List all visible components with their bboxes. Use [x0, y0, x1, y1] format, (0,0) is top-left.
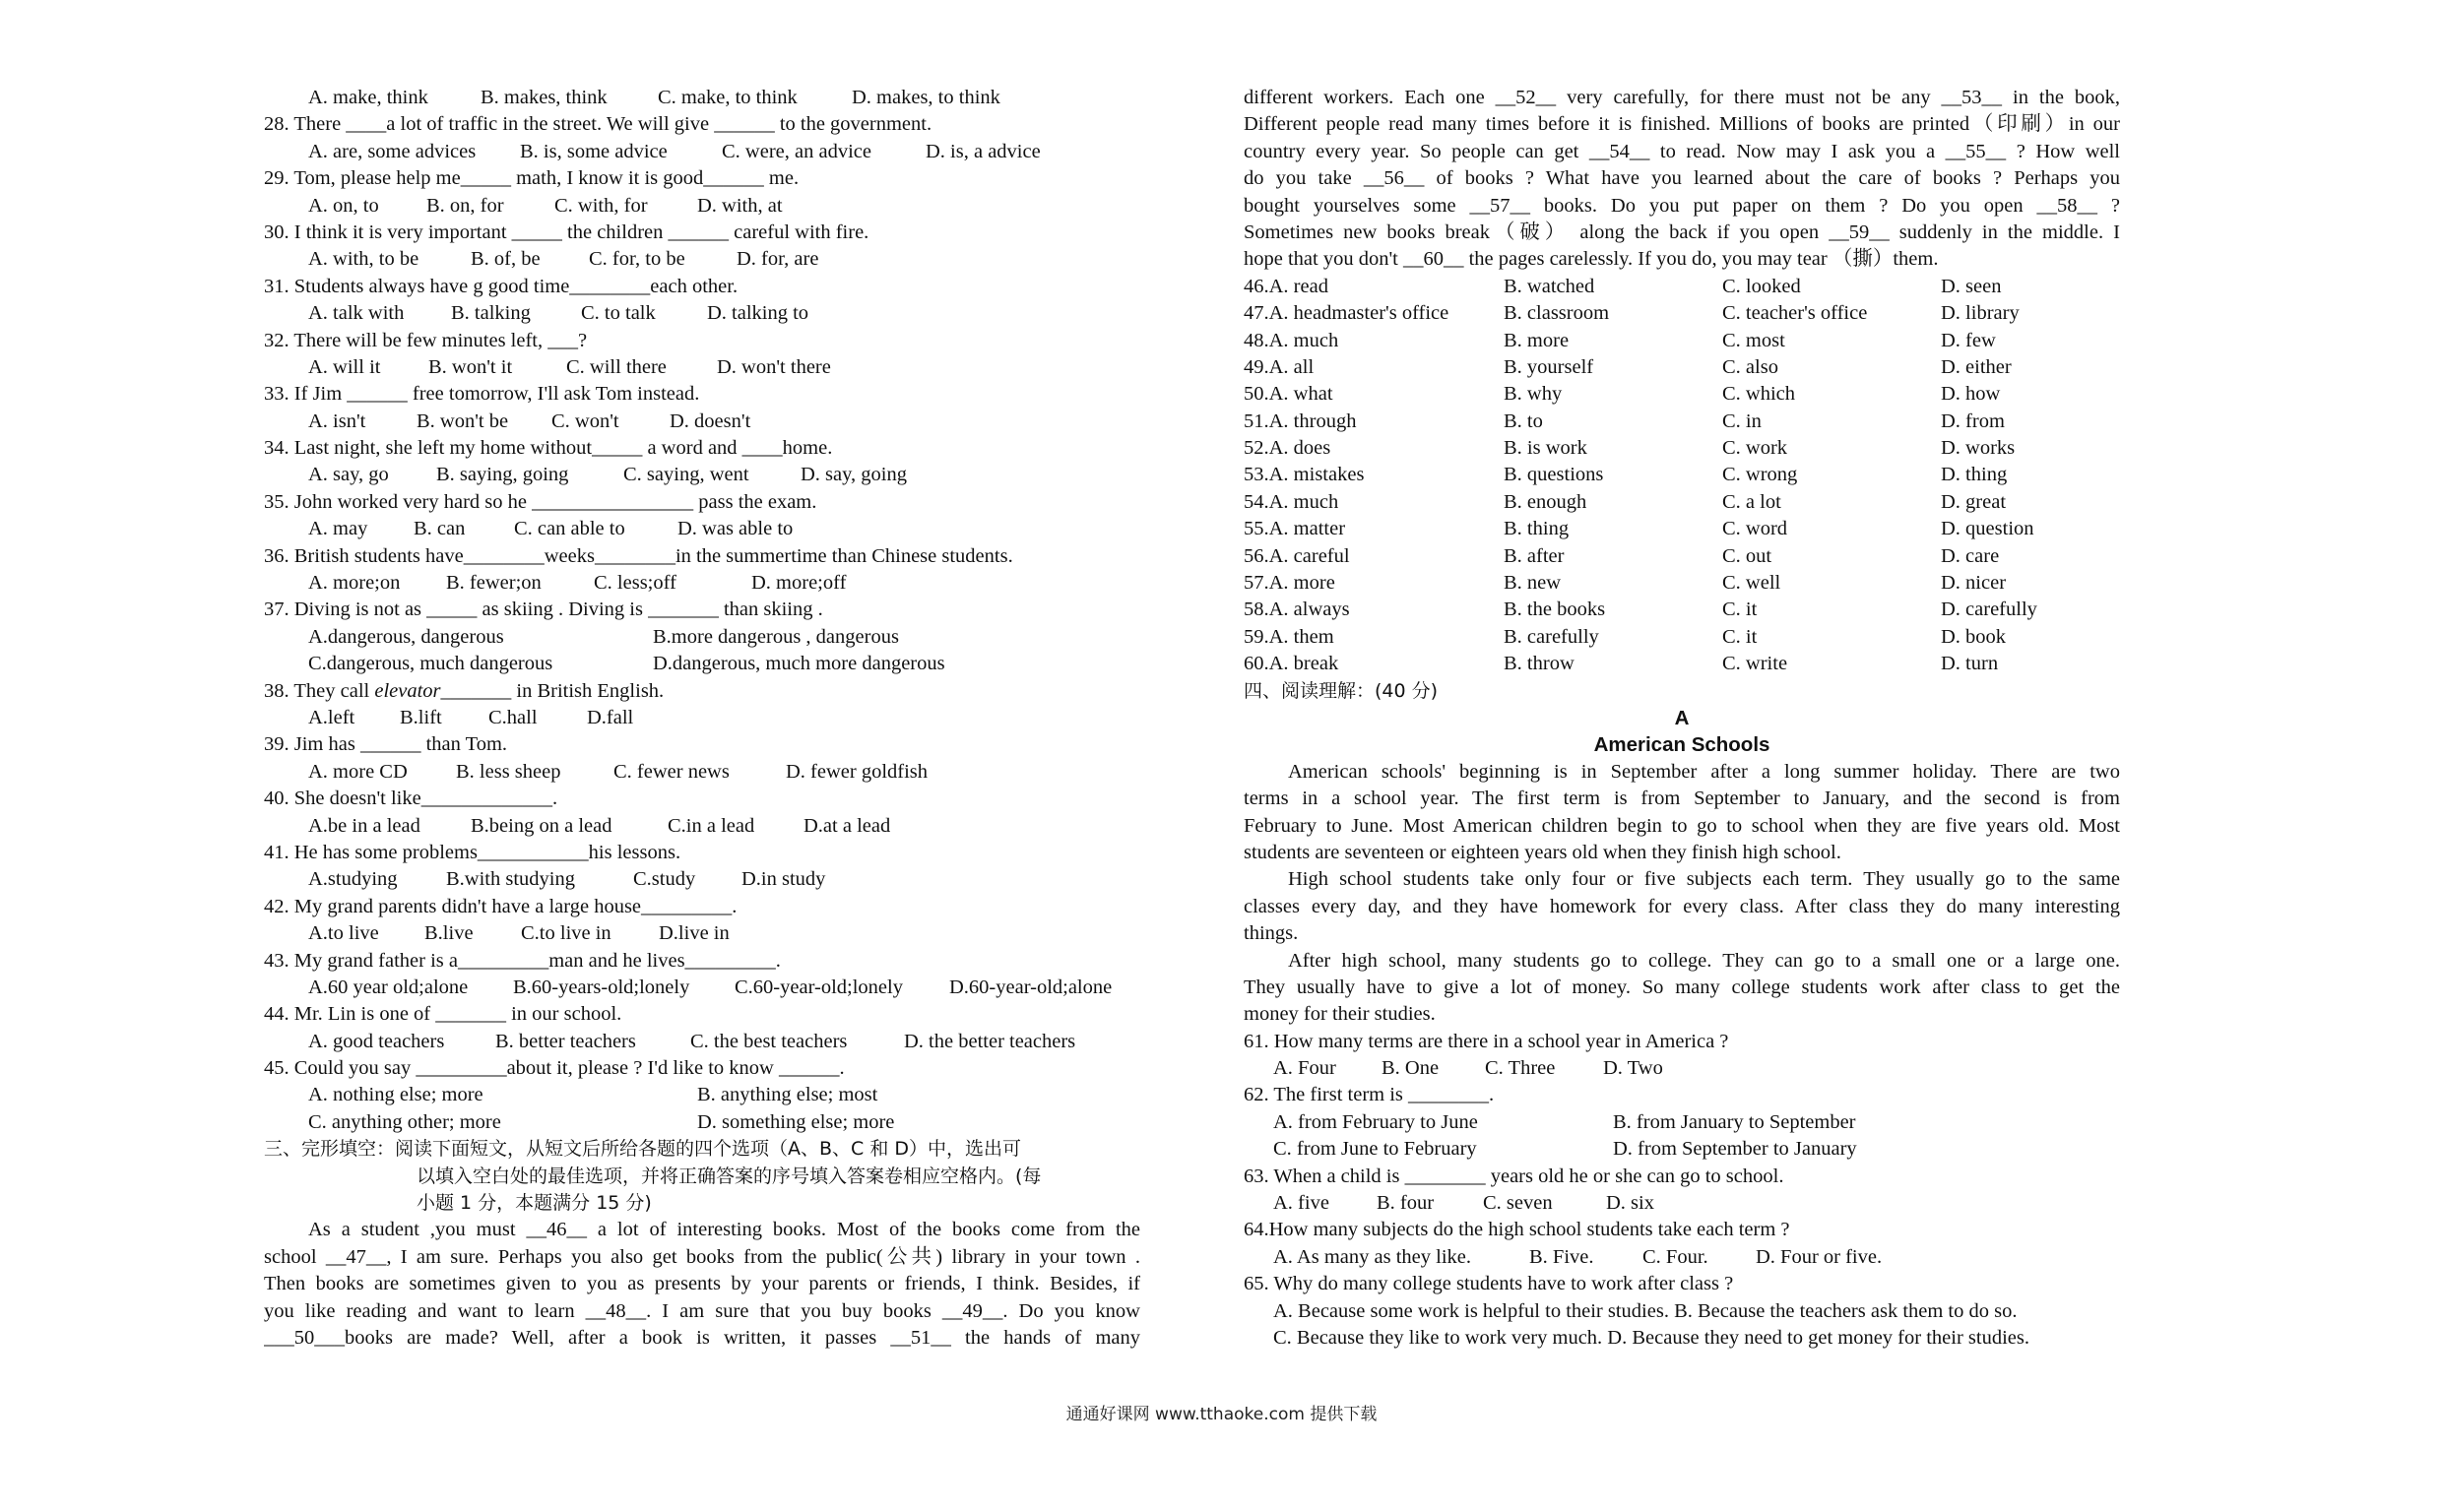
question-31: 31. Students always have g good time________each other.	[264, 275, 739, 297]
option: B. won't be	[417, 410, 509, 432]
option: A. will it	[308, 355, 381, 378]
option-cell: B. enough	[1504, 490, 1587, 513]
option: B.being on a lead	[471, 814, 612, 837]
passage-text: American schools' beginning is in September after a long summer holiday. There are two	[1288, 760, 2120, 783]
option: D. the better teachers	[904, 1030, 1076, 1052]
option-cell: B. watched	[1504, 275, 1595, 297]
option-cell: D. seen	[1941, 275, 2002, 297]
option-cell: C. wrong	[1722, 464, 1798, 486]
cloze-line	[264, 1217, 1140, 1243]
passage-line: money for their studies.	[1244, 1003, 1436, 1026]
option-cell: 48.A. much	[1244, 329, 1339, 351]
option-cell: B. yourself	[1504, 355, 1594, 378]
option: B.60-years-old;lonely	[513, 976, 690, 998]
option: A. Four	[1273, 1057, 1336, 1080]
option: B. fewer;on	[446, 572, 542, 595]
option-cell: C. well	[1722, 572, 1781, 595]
question-61: 61. How many terms are there in a school year in America ?	[1244, 1030, 1729, 1052]
option: D.at a lead	[804, 814, 891, 837]
option: D. with, at	[697, 194, 783, 217]
option: A.studying	[308, 868, 398, 891]
q31-options	[264, 300, 1140, 327]
option: A. isn't	[308, 410, 366, 432]
option: D. for, are	[737, 248, 819, 271]
cloze-text: Sometimes new books break（破） along the back if you open __59__ suddenly in the middle. I	[1244, 220, 2120, 243]
q27-options	[264, 85, 1140, 111]
q40-options	[264, 813, 1140, 840]
option-cell: C. in	[1722, 410, 1762, 432]
cloze-line	[264, 1271, 1140, 1297]
option: A. with, to be	[308, 248, 419, 271]
option: B. less sheep	[456, 760, 561, 783]
option: C.in a lead	[668, 814, 755, 837]
cloze-options-table	[1244, 274, 2120, 678]
option: C. to talk	[581, 302, 656, 325]
question-33: 33. If Jim ______ free tomorrow, I'll ask Tom instead.	[264, 383, 700, 406]
q44-options	[264, 1029, 1140, 1055]
option: B. talking	[451, 302, 531, 325]
option: D. doesn't	[670, 410, 751, 432]
option-cell: B. questions	[1504, 464, 1604, 486]
right-column	[1244, 85, 2120, 1352]
option-cell: 58.A. always	[1244, 598, 1350, 621]
question-36: 36. British students have________weeks________in the summertime than Chinese students.	[264, 544, 1013, 567]
option-cell: B. more	[1504, 329, 1570, 351]
question-38	[264, 678, 1140, 705]
option: A. on, to	[308, 194, 379, 217]
option: A. five	[1273, 1192, 1329, 1215]
option: C. saying, went	[623, 464, 749, 486]
question-40: 40. She doesn't like_____________.	[264, 788, 558, 810]
option: C. with, for	[554, 194, 648, 217]
cloze-text: school __47__, I am sure. Perhaps you also get books from the public(公共) library in your town .	[264, 1245, 1140, 1268]
question-text: _______ in British English.	[440, 679, 665, 702]
option-cell: 60.A. break	[1244, 653, 1339, 675]
passage-line	[1244, 975, 2120, 1001]
q30-options	[264, 246, 1140, 273]
option: D.fall	[587, 706, 634, 728]
option: D. six	[1606, 1192, 1654, 1215]
q42-options	[264, 920, 1140, 947]
option: C.dangerous, much dangerous	[308, 653, 553, 675]
question-63: 63. When a child is ________ years old he or she can go to school.	[1244, 1165, 1784, 1187]
option-cell: D. turn	[1941, 653, 1999, 675]
passage-line: students are seventeen or eighteen years old when they finish high school.	[1244, 841, 1841, 863]
option-cell: C. which	[1722, 383, 1796, 406]
option: B. four	[1377, 1192, 1435, 1215]
passage-text: They usually have to give a lot of money. So many college students work after class to get the	[1244, 976, 2120, 998]
option: C. Three	[1485, 1057, 1556, 1080]
option: C. the best teachers	[690, 1030, 848, 1052]
cloze-line	[1244, 85, 2120, 111]
question-30: 30. I think it is very important _____ the children ______ careful with fire.	[264, 220, 869, 243]
option-cell: C. out	[1722, 544, 1772, 567]
option-cell: B. classroom	[1504, 302, 1610, 325]
q37-options-row2	[264, 651, 1140, 677]
q34-options	[264, 462, 1140, 488]
q28-options	[264, 139, 1140, 165]
option-cell: B. carefully	[1504, 625, 1599, 648]
cloze-text: bought yourselves some __57__ books. Do you put paper on them ? Do you open __58__ ?	[1244, 194, 2120, 217]
option-cell: 49.A. all	[1244, 355, 1315, 378]
option-cell: D. nicer	[1941, 572, 2007, 595]
option: C. from June to February	[1273, 1138, 1477, 1161]
cloze-line	[264, 1244, 1140, 1271]
option-cell: C. also	[1722, 355, 1778, 378]
question-39: 39. Jim has ______ than Tom.	[264, 733, 508, 756]
option: C. seven	[1483, 1192, 1553, 1215]
option: C.60-year-old;lonely	[735, 976, 903, 998]
cloze-line	[1244, 139, 2120, 165]
passage-line	[1244, 813, 2120, 840]
option-cell: C. work	[1722, 437, 1788, 460]
option-cell: D. care	[1941, 544, 2000, 567]
cloze-line: hope that you don't __60__ the pages carelessly. If you do, you may tear （撕）them.	[1244, 248, 1939, 271]
option: A. nothing else; more	[308, 1084, 483, 1106]
option-cell: C. teacher's office	[1722, 302, 1868, 325]
option-cell: 50.A. what	[1244, 383, 1333, 406]
option-cell: C. looked	[1722, 275, 1801, 297]
option-cell: 56.A. careful	[1244, 544, 1350, 567]
option: A. may	[308, 518, 368, 540]
q65-options-row1: A. Because some work is helpful to their studies. B. Because the teachers ask them to do so.	[1273, 1299, 2018, 1322]
option-cell: D. book	[1941, 625, 2007, 648]
option-cell: C. a lot	[1722, 490, 1781, 513]
option-cell: D. from	[1941, 410, 2005, 432]
cloze-text: do you take __56__ of books ? What have you learned about the care of books ? Perhaps you	[1244, 167, 2120, 190]
option: A.60 year old;alone	[308, 976, 469, 998]
option: D. won't there	[717, 355, 831, 378]
footer-source: 通通好课网 www.tthaoke.com 提供下载	[1065, 1405, 1378, 1424]
option-cell: B. why	[1504, 383, 1563, 406]
q65-options-row2: C. Because they like to work very much. D. Because they need to get money for their studies.	[1273, 1326, 2029, 1349]
passage-text: classes every day, and they have homework for every class. After class they do many interesting	[1244, 895, 2120, 917]
option: D. was able to	[677, 518, 794, 540]
option-cell: D. carefully	[1941, 598, 2037, 621]
option: C. won't	[551, 410, 619, 432]
option: D. Four or five.	[1756, 1245, 1883, 1268]
question-35: 35. John worked very hard so he ________________ pass the exam.	[264, 490, 817, 513]
option: C. can able to	[514, 518, 625, 540]
question-29: 29. Tom, please help me_____ math, I know it is good______ me.	[264, 167, 800, 190]
option: C.hall	[488, 706, 538, 728]
option: D.live in	[659, 922, 730, 945]
option-cell: B. is work	[1504, 437, 1587, 460]
option: C.to live in	[521, 922, 611, 945]
cloze-line	[1244, 193, 2120, 220]
option: B. is, some advice	[520, 140, 668, 162]
option: A. As many as they like.	[1273, 1245, 1471, 1268]
option: A.be in a lead	[308, 814, 420, 837]
option-cell: C. most	[1722, 329, 1785, 351]
cloze-text: ___50___books are made? Well, after a book is written, it passes __51__ the hands of many	[264, 1326, 1140, 1349]
option: D. talking to	[707, 302, 809, 325]
option-cell: 55.A. matter	[1244, 518, 1346, 540]
option: A. say, go	[308, 464, 389, 486]
option-cell: D. question	[1941, 518, 2034, 540]
option-cell: D. great	[1941, 490, 2007, 513]
option: A. from February to June	[1273, 1110, 1478, 1133]
option-cell: D. either	[1941, 355, 2012, 378]
option-cell: B. thing	[1504, 518, 1570, 540]
cloze-line	[1244, 165, 2120, 192]
question-41: 41. He has some problems___________his lessons.	[264, 841, 681, 863]
option-cell: B. to	[1504, 410, 1543, 432]
option-cell: D. few	[1941, 329, 1996, 351]
cloze-line	[1244, 220, 2120, 246]
option: D. more;off	[751, 572, 847, 595]
option: A.left	[308, 706, 355, 728]
option: B. from January to September	[1613, 1110, 1856, 1133]
question-43: 43. My grand father is a_________man and he lives_________.	[264, 949, 781, 972]
section-3-score: 小题 1 分，本题满分 15 分)	[417, 1192, 652, 1215]
passage-text: terms in a school year. The first term is from September to January, and the second is from	[1244, 788, 2120, 810]
option: C. less;off	[594, 572, 676, 595]
q43-options	[264, 975, 1140, 1001]
option: D. say, going	[801, 464, 907, 486]
option-cell: 52.A. does	[1244, 437, 1331, 460]
option-cell: B. the books	[1504, 598, 1606, 621]
cloze-text: you like reading and want to learn __48__. I am sure that you buy books __49__. Do you know	[264, 1299, 1140, 1322]
cloze-line	[264, 1298, 1140, 1325]
option: B. can	[414, 518, 466, 540]
option: C. for, to be	[589, 248, 685, 271]
option: B. One	[1382, 1057, 1440, 1080]
option: A. more CD	[308, 760, 408, 783]
option-cell: 46.A. read	[1244, 275, 1328, 297]
question-42: 42. My grand parents didn't have a large house_________.	[264, 895, 738, 917]
question-28: 28. There ____a lot of traffic in the street. We will give ______ to the government.	[264, 113, 932, 136]
passage-title: American Schools	[1593, 733, 1770, 757]
option: A.dangerous, dangerous	[308, 625, 504, 648]
question-64: 64.How many subjects do the high school students take each term ?	[1244, 1219, 1790, 1241]
option: D. something else; more	[697, 1110, 895, 1133]
question-45: 45. Could you say _________about it, please ? I'd like to know ______.	[264, 1057, 845, 1080]
option: D. makes, to think	[852, 87, 1000, 108]
passage-text: After high school, many students go to college. They can go to a small one or a large one.	[1288, 949, 2120, 972]
option: B. of, be	[471, 248, 541, 271]
option-cell: B. throw	[1504, 653, 1575, 675]
option: B. Five.	[1529, 1245, 1594, 1268]
q63-options	[1244, 1190, 2120, 1217]
option-cell: 59.A. them	[1244, 625, 1334, 648]
option-cell: D. how	[1941, 383, 2001, 406]
option-cell: C. word	[1722, 518, 1788, 540]
question-32: 32. There will be few minutes left, ___?	[264, 329, 588, 351]
cloze-text: country every year. So people can get __54__ to read. Now may I ask you a __55__ ? How well	[1244, 140, 2120, 162]
option: D. is, a advice	[926, 140, 1041, 162]
passage-line	[1244, 894, 2120, 920]
option: A.to live	[308, 922, 379, 945]
section-3-heading: 三、完形填空：阅读下面短文，从短文后所给各题的四个选项（A、B、C 和 D）中，选出可	[264, 1138, 1022, 1161]
option: D. Two	[1603, 1057, 1663, 1080]
section-4-heading: 四、阅读理解：(40 分)	[1244, 679, 1439, 702]
q39-options	[264, 759, 1140, 786]
option: B. on, for	[426, 194, 504, 217]
option: A. more;on	[308, 572, 401, 595]
option-cell: 47.A. headmaster's office	[1244, 302, 1449, 325]
option: D.in study	[741, 868, 826, 891]
option: A. talk with	[308, 302, 405, 325]
q29-options	[264, 193, 1140, 220]
option-cell: 51.A. through	[1244, 410, 1357, 432]
cloze-line	[1244, 111, 2120, 138]
option: D.dangerous, much more dangerous	[653, 653, 945, 675]
option-cell: C. write	[1722, 653, 1788, 675]
cloze-text: As a student ,you must __46__ a lot of interesting books. Most of the books come from the	[308, 1219, 1140, 1241]
q35-options	[264, 516, 1140, 542]
cloze-text: Different people read many times before it is finished. Millions of books are printed（印刷）in our	[1244, 113, 2120, 136]
option-cell: B. after	[1504, 544, 1565, 567]
option-cell: D. thing	[1941, 464, 2008, 486]
passage-line	[1244, 786, 2120, 812]
option-cell: B. new	[1504, 572, 1562, 595]
q32-options	[264, 354, 1140, 381]
question-65: 65. Why do many college students have to work after class ?	[1244, 1273, 1734, 1295]
option-cell: 57.A. more	[1244, 572, 1335, 595]
cloze-line	[264, 1325, 1140, 1352]
passage-text: February to June. Most American children begin to go to school when they are five years old. Most	[1244, 814, 2120, 837]
option: A. make, think	[308, 87, 428, 108]
option: A. are, some advices	[308, 140, 477, 162]
option: B. won't it	[428, 355, 513, 378]
option: A. good teachers	[308, 1030, 445, 1052]
question-34: 34. Last night, she left my home without_____ a word and ____home.	[264, 437, 833, 460]
option: D.60-year-old;alone	[949, 976, 1113, 998]
passage-line	[1244, 948, 2120, 975]
option-cell: D. library	[1941, 302, 2020, 325]
option: C. will there	[566, 355, 667, 378]
question-term: elevator	[374, 679, 441, 702]
cloze-text: different workers. Each one __52__ very carefully, for there must not be any __53__ in the book,	[1244, 87, 2120, 108]
q62-options-row2	[1244, 1136, 2120, 1163]
passage-line: things.	[1244, 922, 1299, 945]
option: D. fewer goldfish	[786, 760, 929, 783]
question-44: 44. Mr. Lin is one of _______ in our school.	[264, 1003, 622, 1026]
q45-options-row1	[264, 1082, 1140, 1108]
cloze-text: Then books are sometimes given to you as presents by your parents or friends, I think. Besides, if	[264, 1273, 1140, 1295]
q38-options	[264, 705, 1140, 731]
option-cell: 54.A. much	[1244, 490, 1339, 513]
option: C. anything other; more	[308, 1110, 501, 1133]
q62-options-row1	[1244, 1109, 2120, 1136]
passage-letter: A	[1674, 706, 1690, 729]
option-cell: C. it	[1722, 625, 1758, 648]
passage-line	[1244, 759, 2120, 786]
q61-options	[1244, 1055, 2120, 1082]
q41-options	[264, 866, 1140, 893]
option: C. Four.	[1642, 1245, 1708, 1268]
section-3-instructions: 以填入空白处的最佳选项，并将正确答案的序号填入答案卷相应空格内。(每	[417, 1165, 1042, 1187]
q64-options	[1244, 1244, 2120, 1271]
option-cell: D. works	[1941, 437, 2016, 460]
option: B. better teachers	[495, 1030, 636, 1052]
option: B.lift	[400, 706, 442, 728]
option-cell: C. it	[1722, 598, 1758, 621]
question-37: 37. Diving is not as _____ as skiing . Diving is _______ than skiing .	[264, 598, 823, 621]
option: B.more dangerous , dangerous	[653, 625, 899, 648]
option: B. saying, going	[436, 464, 569, 486]
q37-options-row1	[264, 624, 1140, 651]
option: C. fewer news	[613, 760, 730, 783]
option: D. from September to January	[1613, 1138, 1857, 1161]
q33-options	[264, 409, 1140, 435]
passage-text: High school students take only four or five subjects each term. They usually go to the same	[1288, 868, 2120, 891]
option: C. make, to think	[658, 87, 798, 108]
option: B. makes, think	[481, 87, 608, 108]
option: B. anything else; most	[697, 1084, 878, 1106]
passage-line	[1244, 866, 2120, 893]
question-62: 62. The first term is ________.	[1244, 1084, 1495, 1106]
option: B.live	[424, 922, 474, 945]
q36-options	[264, 570, 1140, 597]
option: C. were, an advice	[722, 140, 871, 162]
option: C.study	[633, 868, 696, 891]
q45-options-row2	[264, 1109, 1140, 1136]
left-column	[264, 85, 1140, 1352]
option: B.with studying	[446, 868, 575, 891]
option-cell: 53.A. mistakes	[1244, 464, 1365, 486]
question-text: 38. They call	[264, 679, 375, 702]
